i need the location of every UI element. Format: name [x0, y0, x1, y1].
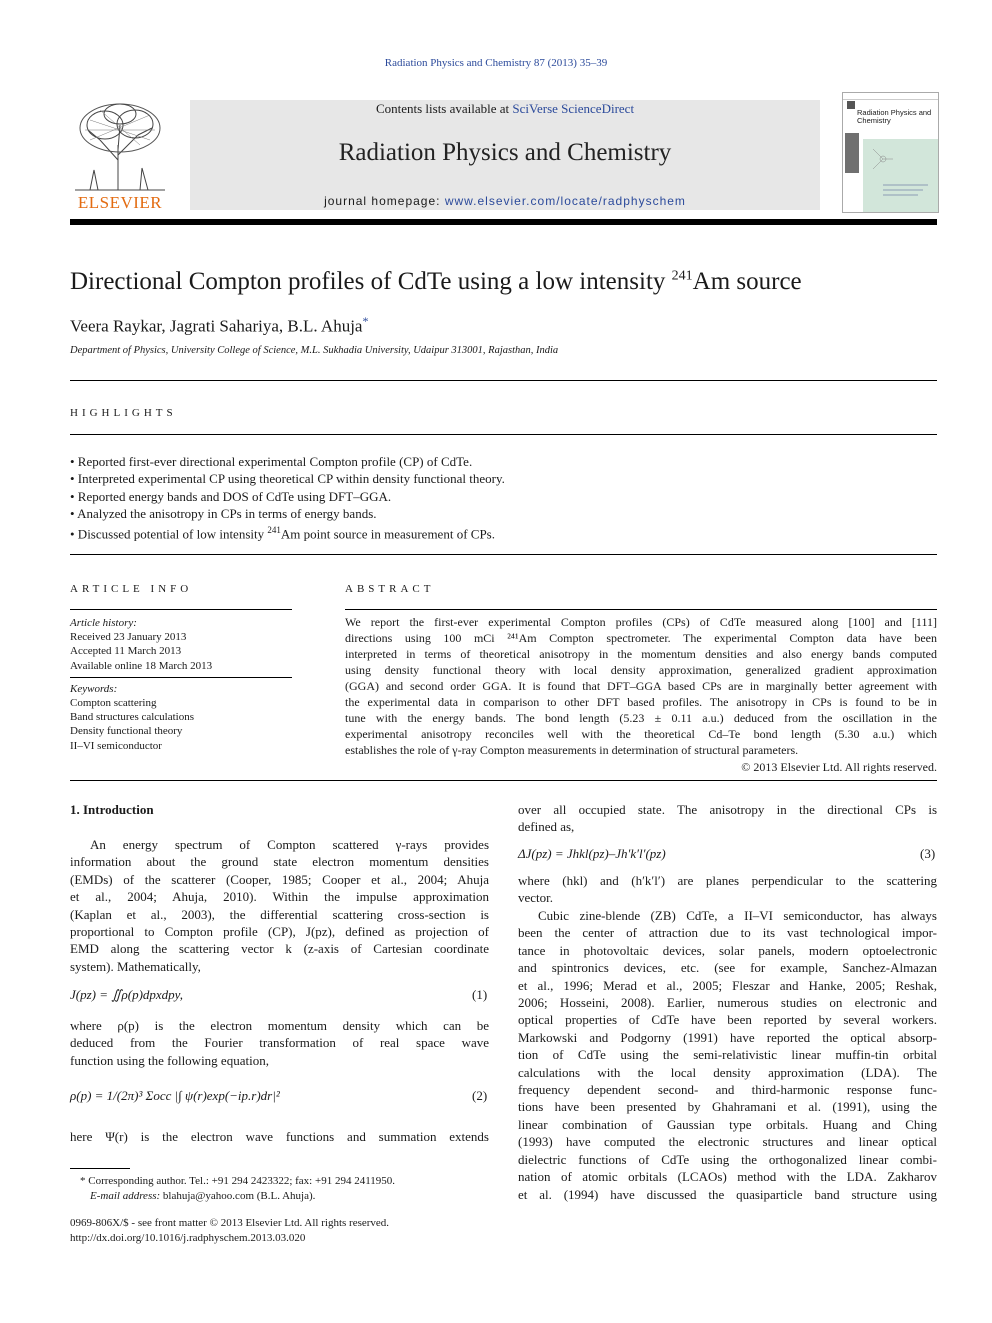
- equation-3-number: (3): [920, 846, 936, 861]
- text-line: information about the ground state electron momentum densities: [70, 854, 489, 870]
- highlight-item: [70, 522, 505, 543]
- equation-1: J(pz) = ∬ρ(p)dpxdpy,: [70, 987, 183, 1002]
- keyword: Density functional theory: [70, 725, 183, 738]
- keywords-label: Keywords:: [70, 682, 118, 695]
- footer: [70, 1216, 389, 1246]
- abstract-line: experimental anisotropy reconciles well with the theoretical Cd–Te bond length (5.30 a.u.) which: [345, 727, 937, 741]
- sciencedirect-link[interactable]: SciVerse ScienceDirect: [512, 101, 635, 116]
- highlight-item: • Reported energy bands and DOS of CdTe using DFT–GGA.: [70, 488, 392, 504]
- abstract-heading: ABSTRACT: [345, 583, 435, 595]
- divider: [70, 609, 292, 610]
- article-title: [70, 268, 802, 296]
- body-paragraph: [518, 872, 937, 907]
- email-label: E-mail address:: [90, 1190, 163, 1202]
- keyword: Compton scattering: [70, 697, 157, 710]
- text-line: et al., 1996; Merad et al., 2005; Fleszar and Hanke, 2005; Reshak,: [518, 977, 937, 993]
- abstract-body: [345, 614, 937, 758]
- section-heading-introduction: 1. Introduction: [70, 802, 154, 817]
- contents-line: [190, 101, 820, 117]
- abstract-line: establishes the role of γ-ray Compton measurements in determination of structural parameters.: [345, 743, 799, 757]
- equation-3: ΔJ(pz) = Jhkl(pz)–Jh′k′l′(pz): [518, 846, 666, 861]
- homepage-link[interactable]: www.elsevier.com/locate/radphyschem: [444, 194, 686, 208]
- corresponding-author-mark[interactable]: *: [362, 314, 369, 328]
- divider: [70, 380, 937, 381]
- text-line: function using the following equation,: [70, 1052, 269, 1068]
- intro-paragraph: [70, 836, 489, 975]
- footnote: [70, 1174, 490, 1204]
- history-label: Article history:: [70, 617, 137, 629]
- article-title-end: Am source: [692, 268, 802, 295]
- text-line: tance in photovoltaic devices, solar panels, modern optoelectronic: [518, 942, 937, 958]
- homepage-line: [190, 194, 820, 208]
- text-line: (Kaplan et al., 2003), the differential scattering cross-section is: [70, 906, 489, 922]
- text-line: optical properties of CdTe have been reported by several workers.: [518, 1012, 937, 1028]
- highlight-item-suffix: Am point source in measurement of CPs.: [280, 526, 495, 542]
- footnote-rule: [70, 1168, 130, 1169]
- text-line: EMD along the scattering vector k (z-axis of Cartesian coordinate: [70, 941, 489, 957]
- elsevier-wordmark[interactable]: ELSEVIER: [77, 193, 163, 212]
- corresponding-author-note: * Corresponding author. Tel.: +91 294 2423322; fax: +91 294 2411950.: [80, 1175, 396, 1187]
- text-line: (EMDs) of the scatterer (Cooper, 1985; Cooper et al., 2004; Ahuja: [70, 871, 489, 887]
- text-line: over all occupied state. The anisotropy in the directional CPs is: [518, 802, 937, 817]
- text-line: where (hkl) and (h′k′l′) are planes perpendicular to the scattering: [518, 873, 937, 888]
- intro-paragraph: [70, 1017, 489, 1069]
- author-list: [70, 314, 368, 337]
- doi-link[interactable]: http://dx.doi.org/10.1016/j.radphyschem.2013.03.020: [70, 1232, 306, 1244]
- article-info: [70, 616, 292, 753]
- text-line: An energy spectrum of Compton scattered γ-rays provides: [90, 837, 489, 852]
- body-paragraph: [518, 907, 937, 1203]
- text-line: defined as,: [518, 819, 575, 835]
- received-date: Received 23 January 2013: [70, 631, 187, 644]
- equation-2-number: (2): [472, 1088, 488, 1103]
- text-line: where ρ(p) is the electron momentum density which can be: [70, 1018, 489, 1033]
- abstract-line: tune with the energy bands. The bond length (5.23 ± 0.11 a.u.) deduced from the oscillation in the: [345, 711, 937, 725]
- abstract-copyright: © 2013 Elsevier Ltd. All rights reserved.: [741, 760, 937, 774]
- text-line: and spintronics devices, etc. (see for example, Sanchez-Almazan: [518, 960, 937, 976]
- divider: [70, 434, 937, 435]
- highlight-item-sup: 241: [267, 525, 281, 536]
- divider: [70, 780, 937, 781]
- text-line: here Ψ(r) is the electron wave functions and summation extends: [70, 1129, 489, 1144]
- text-line: proportional to Compton profile (CP), J(pz), defined as projection of: [70, 924, 489, 940]
- issn-line: 0969-806X/$ - see front matter © 2013 Elsevier Ltd. All rights reserved.: [70, 1217, 390, 1229]
- equation-1-number: (1): [472, 987, 488, 1002]
- abstract-line: We report the first-ever experimental Compton profiles (CPs) of CdTe measured along [100] and [111]: [345, 615, 937, 629]
- article-info-heading: ARTICLE INFO: [70, 583, 193, 595]
- body-paragraph: [518, 801, 937, 836]
- authors-text: Veera Raykar, Jagrati Sahariya, B.L. Ahuja: [70, 316, 363, 336]
- text-line: 2006; Hosseini, 2008). Earlier, numerous studies on electronic and: [518, 995, 937, 1011]
- keyword: II–VI semiconductor: [70, 739, 162, 752]
- affiliation: Department of Physics, University College of Science, M.L. Sukhadia University, Udaipur 313001, Rajasthan, India: [70, 345, 559, 356]
- abstract-line: using density functional theory with local density approximation, generalized gradient approximation: [345, 663, 937, 677]
- journal-cover-thumbnail[interactable]: [842, 92, 939, 213]
- journal-title: Radiation Physics and Chemistry: [338, 139, 672, 166]
- text-line: et al., 2004; Ahuja, 2010). Within the impulse approximation: [70, 889, 489, 905]
- intro-paragraph: [70, 1128, 489, 1145]
- text-line: frequency dependent second- and third-harmonic response func-: [518, 1082, 937, 1098]
- text-line: (1993) have computed the electronic structures and linear optical: [518, 1134, 937, 1150]
- text-line: linear combination of Gaussian type orbitals. Huang and Ching: [518, 1116, 937, 1132]
- text-line: calculations with the local density approximation (LDA). The: [518, 1064, 937, 1080]
- cover-graphic: [863, 139, 938, 212]
- cover-title: Radiation Physics and Chemistry: [857, 108, 932, 125]
- online-date: Available online 18 March 2013: [70, 659, 213, 672]
- text-line: tion of CdTe using the semi-relativistic linear muffin-tin orbital: [518, 1047, 937, 1063]
- abstract-line: the experimental data in comparison to other DFT based profiles. The anisotropy in CPs is found to be in: [345, 695, 937, 709]
- divider: [70, 677, 292, 678]
- journal-reference[interactable]: Radiation Physics and Chemistry 87 (2013) 35–39: [384, 57, 608, 69]
- text-line: deduced from the Fourier transformation of real space wave: [70, 1035, 489, 1051]
- highlight-item: • Reported first-ever directional experimental Compton profile (CP) of CdTe.: [70, 454, 473, 469]
- article-title-sup: 241: [671, 268, 693, 284]
- text-line: Cubic zine-blende (ZB) CdTe, a II–VI semiconductor, has always: [538, 908, 937, 923]
- accepted-date: Accepted 11 March 2013: [70, 645, 182, 658]
- abstract-line: interpreted in terms of theoretical anisotropy in the momentum densities and also energy bands computed: [345, 647, 937, 661]
- highlight-item: • Interpreted experimental CP using theoretical CP within density functional theory.: [70, 471, 505, 487]
- homepage-prefix: journal homepage:: [324, 194, 445, 208]
- highlight-item-prefix: • Discussed potential of low intensity: [70, 526, 268, 542]
- text-line: dielectric functions of CdTe using the orthogonalized linear combi-: [518, 1151, 937, 1167]
- email-address[interactable]: blahuja@yahoo.com (B.L. Ahuja).: [162, 1190, 316, 1202]
- highlight-item: • Analyzed the anisotropy in CPs in terms of energy bands.: [70, 505, 377, 521]
- header-rule: [70, 219, 937, 225]
- text-line: system). Mathematically,: [70, 958, 201, 974]
- highlights-list: [70, 453, 505, 543]
- text-line: et al. (1994) have discussed the quasiparticle band structure using: [518, 1186, 937, 1202]
- highlights-heading: HIGHLIGHTS: [70, 407, 177, 419]
- text-line: been the center of attraction due to its vast technological impor-: [518, 925, 937, 941]
- text-line: nation of atomic orbitals (LCAOs) method with the LDA. Zakharov: [518, 1169, 937, 1185]
- abstract-line: (GGA) and second order GGA. It is found that DFT–GGA based CPs are in marginally better agreement with: [345, 679, 937, 693]
- article-title-text: Directional Compton profiles of CdTe using a low intensity: [70, 268, 672, 295]
- divider: [70, 554, 937, 555]
- contents-prefix: Contents lists available at: [375, 101, 513, 116]
- text-line: vector.: [518, 890, 554, 906]
- divider: [345, 609, 937, 610]
- keyword: Band structures calculations: [70, 711, 195, 724]
- equation-2: ρ(p) = 1/(2π)³ Σocc |∫ ψ(r)exp(−ip.r)dr|²: [70, 1088, 280, 1103]
- abstract-line: directions using 100 mCi ²⁴¹Am Compton spectrometer. The experimental Compton data have been: [345, 631, 937, 645]
- text-line: Markowski and Podgorny (1991) have reported the optical absorp-: [518, 1029, 937, 1045]
- text-line: tions have been presented by Ghahramani et al. (1991), using the: [518, 1099, 937, 1115]
